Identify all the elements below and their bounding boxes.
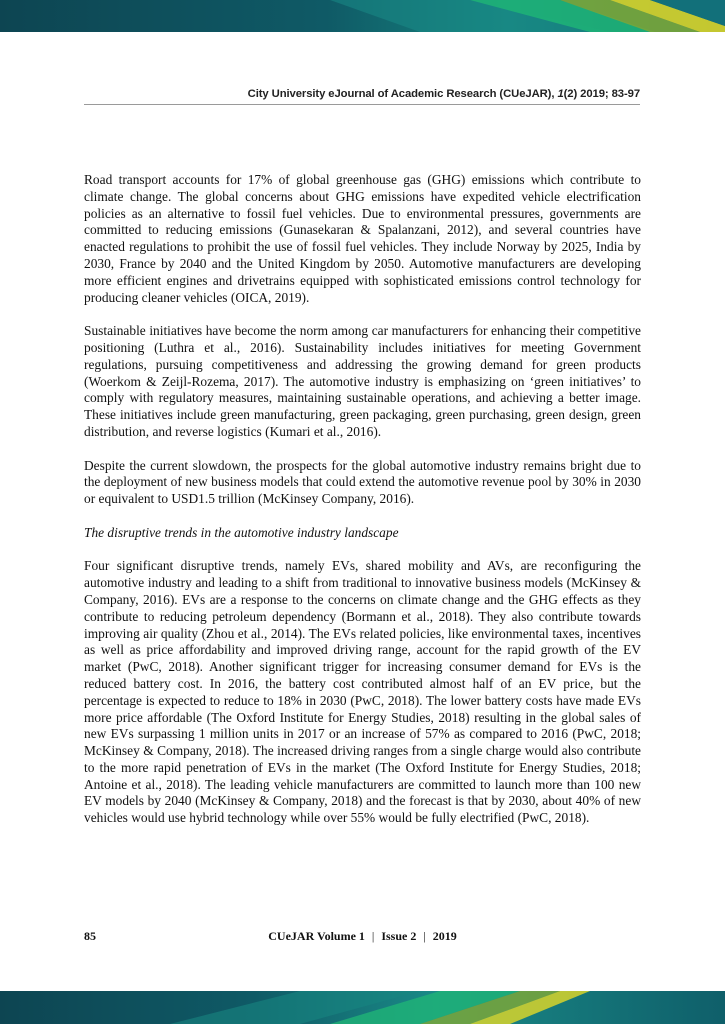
header-rule <box>84 104 640 105</box>
footer-journal-volume: CUeJAR Volume 1 <box>268 929 365 943</box>
footer-year: 2019 <box>432 929 457 943</box>
footer-journal-line <box>84 929 641 944</box>
page-footer <box>84 929 641 945</box>
body-paragraph-1: Road transport accounts for 17% of global greenhouse gas (GHG) emissions which contribute to climate change. The global concerns about GHG emissions have expedited vehicle electrification policies as an alternative to fossil fuel vehicles. Due to environmental pressures, governments are committed to reducing emissions (Gunasekaran & Spalanzani, 2012), and several countries have enacted regulations to prohibit the use of fossil fuel vehicles. They include Norway by 2025, India by 2030, France by 2040 and the United Kingdom by 2050. Automotive manufacturers are developing more efficient engines and drivetrains equipped with sophisticated emissions control technology for producing cleaner vehicles (OICA, 2019). <box>84 172 641 305</box>
bottom-band-graphic <box>0 991 725 1024</box>
top-band-graphic <box>0 0 725 32</box>
running-head-issue: (2) 2019; 83-97 <box>563 88 640 100</box>
footer-separator: | <box>371 929 375 943</box>
top-decorative-band <box>0 0 725 32</box>
footer-separator: | <box>423 929 426 943</box>
footer-issue: Issue 2 <box>381 929 417 943</box>
running-head-volume: 1 <box>557 88 564 100</box>
page-number: 85 <box>84 929 96 943</box>
running-head-journal: City University eJournal of Academic Research (CUeJAR), <box>247 88 555 100</box>
bottom-decorative-band <box>0 991 725 1024</box>
body-paragraph-2: Sustainable initiatives have become the norm among car manufacturers for enhancing their competitive positioning (Luthra et al., 2016). Sustainability includes initiatives for meeting Government regulations, pursuing competitiveness and addressing the growing demand for green products (Woerkom & Zeijl-Rozema, 2017). The automotive industry is emphasizing on ‘green initiatives’ to comply with regulatory measures, maintaining sustainable operations, and achieving a better image. These initiatives include green manufacturing, green packaging, green purchasing, green design, green distribution, and reverse logistics (Kumari et al., 2016). <box>84 323 641 439</box>
article-body <box>84 172 641 844</box>
running-head <box>84 88 640 100</box>
body-paragraph-4: Four significant disruptive trends, namely EVs, shared mobility and AVs, are reconfiguring the automotive industry and leading to a shift from traditional to innovative business models (McKinsey & Company, 2016). EVs are a response to the concerns on climate change and the GHG effects as they contribute to reducing petroleum dependency (Bormann et al., 2018). They also contribute towards improving air quality (Zhou et al., 2014). The EVs related policies, like environmental taxes, incentives as well as price affordability and improved driving range, account for the rapid growth of the EV market (PwC, 2018). Another significant trigger for increasing consumer demand for EVs is the reduced battery cost. In 2016, the battery cost contributed almost half of an EV price, but the percentage is expected to reduce to 18% in 2030 (PwC, 2018). The lower battery costs have made EVs more price affordable (The Oxford Institute for Energy Studies, 2018) resulting in the global sales of new EVs surpassing 1 million units in 2017 or an increase of 57% as compared to 2016 (PwC, 2018; McKinsey & Company, 2018). The increased driving ranges from a single charge would also contribute to the more rapid penetration of EVs in the market (The Oxford Institute for Energy Studies, 2018; Antoine et al., 2018). The leading vehicle manufacturers are committed to launch more than 100 new EV models by 2040 (McKinsey & Company, 2018) and the forecast is that by 2030, about 40% of new vehicles would use hybrid technology while over 55% would be fully electrified (PwC, 2018). <box>84 558 641 826</box>
section-subheading: The disruptive trends in the automotive industry landscape <box>84 524 399 540</box>
body-paragraph-3: Despite the current slowdown, the prospects for the global automotive industry remains bright due to the deployment of new business models that could extend the automotive revenue pool by 30% in 2030 or equivalent to USD1.5 trillion (McKinsey Company, 2016). <box>84 457 641 507</box>
